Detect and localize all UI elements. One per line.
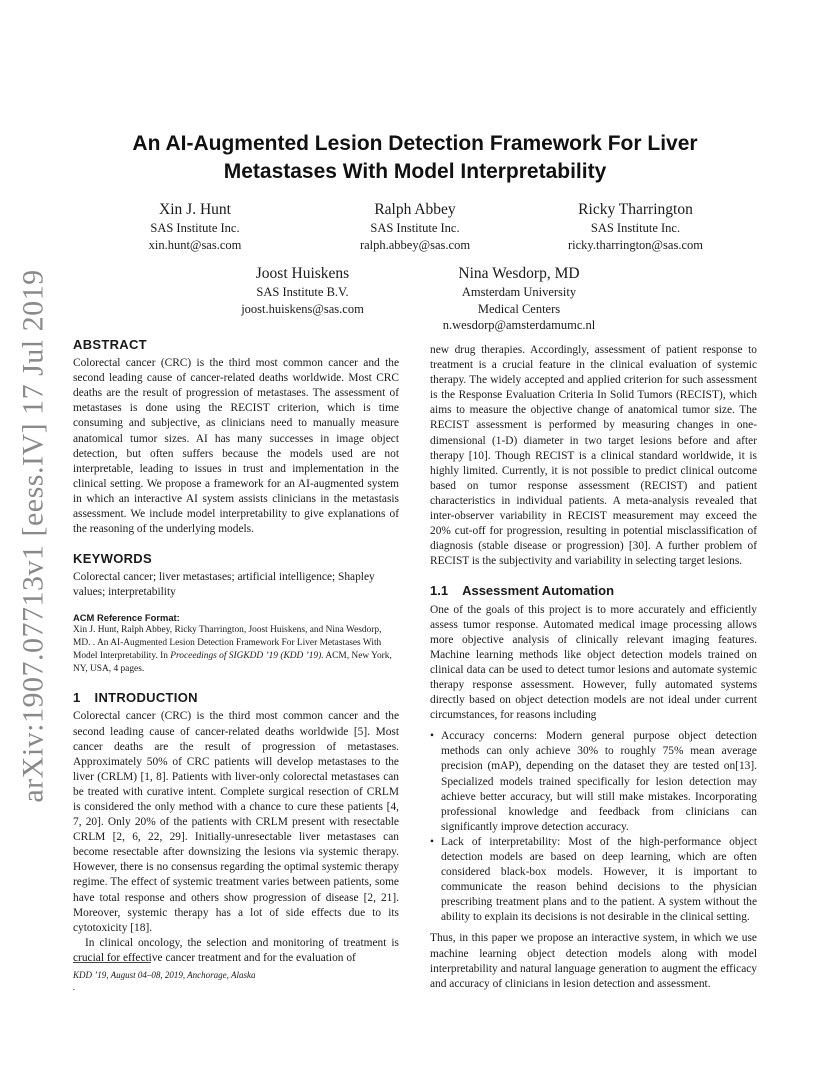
subsection-number: 1.1 [430, 583, 449, 599]
right-column [430, 343, 757, 992]
acm-reference-authors: Xin J. Hunt, Ralph Abbey, Ricky Tharrington, Joost Huiskens, and Nina Wesdorp, MD. . An AI-Augmented Lesion Detection Framework For Liver Metastases With Model Interpretability. In [73, 624, 382, 661]
author-block [548, 199, 723, 253]
introduction-paragraph: In clinical oncology, the selection and monitoring of treatment is crucial for effective cancer treatment and for the evaluation of [73, 936, 399, 964]
footer-divider [73, 962, 151, 963]
arxiv-stamp-text: arXiv:1907.07713v1 [eess.IV] 17 Jul 2019 [17, 269, 50, 803]
author-block [120, 199, 270, 253]
acm-reference-text [73, 624, 399, 677]
keywords-text: Colorectal cancer; liver metastases; artificial intelligence; Shapley values; interpretability [73, 571, 375, 599]
introduction-paragraph: Colorectal cancer (CRC) is the third most common cancer and the second leading cause of cancer-related deaths worldwide [5]. Most cancer deaths are the result of progression of metastases. Approximately 50% of CRC patients will develop metastases to the liver (CRLM) [1, 8]. Patients with liver-only colorectal metastases can be treated with curative intent. Complete surgical resection of CRLM is considered the only method with a chance to cure these patients [4, 7, 20]. Only 20% of the patients with CRLM present with resectable CRLM [2, 6, 22, 29]. Initially-unresectable liver metastases can become resectable after downsizing the lesions via systemic therapy. However, there is no consensus regarding the optimal systemic therapy regime. The effect of systemic treatment varies between patients, some have total response and others show progression of disease [2, 21]. Moreover, systemic therapy has a lot of side effects due to its cytotoxicity [18]. [73, 710, 399, 934]
paper-title: An AI-Augmented Lesion Detection Framework For Liver Metastases With Model Interpretability [132, 132, 698, 183]
author-email: joost.huiskens@sas.com [241, 301, 364, 316]
list-item-text: Lack of interpretability: Most of the high-performance object detection models are based on deep learning, which are often considered black-box models. However, it is important to communicate the reason behind decisions to the physician prescribing treatment plans and to the patient. A system without the ability to explain its decisions is not desirable in the clinical setting. [441, 835, 757, 924]
author-affiliation: SAS Institute Inc. [590, 221, 681, 235]
list-item [430, 729, 757, 835]
introduction-paragraph: new drug therapies. Accordingly, assessment of patient response to treatment is a crucial feature in the clinical evaluation of systemic therapy. The widely accepted and applied criterion for such assessment is the Response Evaluation Criteria In Solid Tumors (RECIST), which aims to measure the objective change of anatomical tumor size. The RECIST assessment is performed by measuring changes in one-dimensional (1-D) diameter in two target lesions before and after therapy [10]. Though RECIST is a clinical standard worldwide, it is highly limited. Currently, it is not possible to predict clinical outcome based on tumor response assessment (RECIST) and patient characteristics in individual patients. A meta-analysis revealed that inter-observer variability in RECIST measurement may exceed the 20% cut-off for progression, resulting in potential misclassification of diagnosis (stable disease or progression) [30]. A further problem of RECIST is the subjectivity and variability in selecting target lesions. [430, 344, 757, 568]
author-block [225, 263, 380, 317]
author-affiliation: SAS Institute Inc. [370, 221, 460, 235]
author-email: n.wesdorp@amsterdamumc.nl [442, 318, 596, 332]
acm-reference-heading: ACM Reference Format: [73, 611, 180, 623]
author-email: xin.hunt@sas.com [148, 237, 242, 252]
subsection-title: Assessment Automation [462, 583, 615, 599]
abstract-text: Colorectal cancer (CRC) is the third most common cancer and the second leading cause of cancer-related deaths worldwide. Most CRC deaths are the result of progression of metastases. The assessment of metastases is done using the RECIST criterion, which is time consuming and subjective, as clinicians need to manually measure anatomical tumor sizes. AI has many successes in image object detection, but often suffers because the models used are not interpretable, leading to issues in trust and implementation in the clinical setting. We propose a framework for an AI-augmented system in which an interactive AI system assists clinicians in the metastasis assessment. We include model interpretability to give explanations of the reasoning of the underlying models. [73, 357, 399, 536]
section-number: 1 [73, 690, 81, 706]
author-affiliation: SAS Institute B.V. [256, 285, 349, 299]
author-email: ricky.tharrington@sas.com [568, 237, 703, 252]
list-item-text: Accuracy concerns: Modern general purpose object detection methods can only achieve 30% to roughly 75% mean average precision (mAP), depending on the dataset they are tested on[13]. Specialized models trained specifically for lesion detection may achieve better accuracy, but will still make mistakes. Incorporating professional knowledge and feedback from clinicians can significantly improve detection accuracy. [441, 730, 757, 833]
arxiv-stamp [14, 269, 54, 803]
keywords-heading: KEYWORDS [73, 551, 152, 567]
author-name: Ricky Tharrington [578, 201, 693, 218]
author-name: Joost Huiskens [255, 265, 350, 282]
subsection-heading [430, 583, 757, 598]
author-name: Ralph Abbey [374, 201, 456, 218]
author-affiliation: SAS Institute Inc. [150, 221, 240, 235]
bullet-icon: • [430, 730, 434, 743]
acm-reference-venue: Proceedings of SIGKDD ’19 (KDD ’19). [170, 650, 324, 661]
author-affiliation: Amsterdam University Medical Centers [461, 285, 577, 316]
footer [73, 969, 399, 993]
author-block [434, 263, 604, 334]
bullet-icon: • [430, 835, 434, 848]
author-name: Nina Wesdorp, MD [458, 265, 580, 282]
list-item [430, 835, 757, 926]
subsection-paragraph: One of the goals of this project is to more accurately and efficiently assess tumor response. Automated medical image processing allows more objective analysis of clinically relevant imaging features. Machine learning methods like object detection models trained on clinical data can be used to detect tumor lesions and automate systemic therapy response assessment. However, fully automated systems directly based on object detection models are not ideal under current circumstances, for reasons including [430, 603, 757, 722]
section-title: INTRODUCTION [94, 690, 198, 706]
author-block [330, 199, 500, 253]
bullet-list [430, 729, 757, 925]
acm-reference-publisher: ACM, New York, NY, USA, 4 pages. [73, 650, 392, 675]
introduction-heading [73, 690, 399, 705]
subsection-paragraph: Thus, in this paper we propose an interactive system, in which we use machine learning object detection models along with model interpretability and natural language generation to augment the efficacy and accuracy of clinicians in lesion detection and assessment. [430, 932, 757, 990]
abstract-heading: ABSTRACT [73, 337, 147, 352]
author-name: Xin J. Hunt [159, 201, 231, 218]
left-column [73, 337, 399, 966]
conference-footer: KDD ’19, August 04–08, 2019, Anchorage, Alaska [73, 970, 256, 980]
footer-extra: . [73, 982, 76, 992]
author-email: ralph.abbey@sas.com [359, 237, 471, 252]
